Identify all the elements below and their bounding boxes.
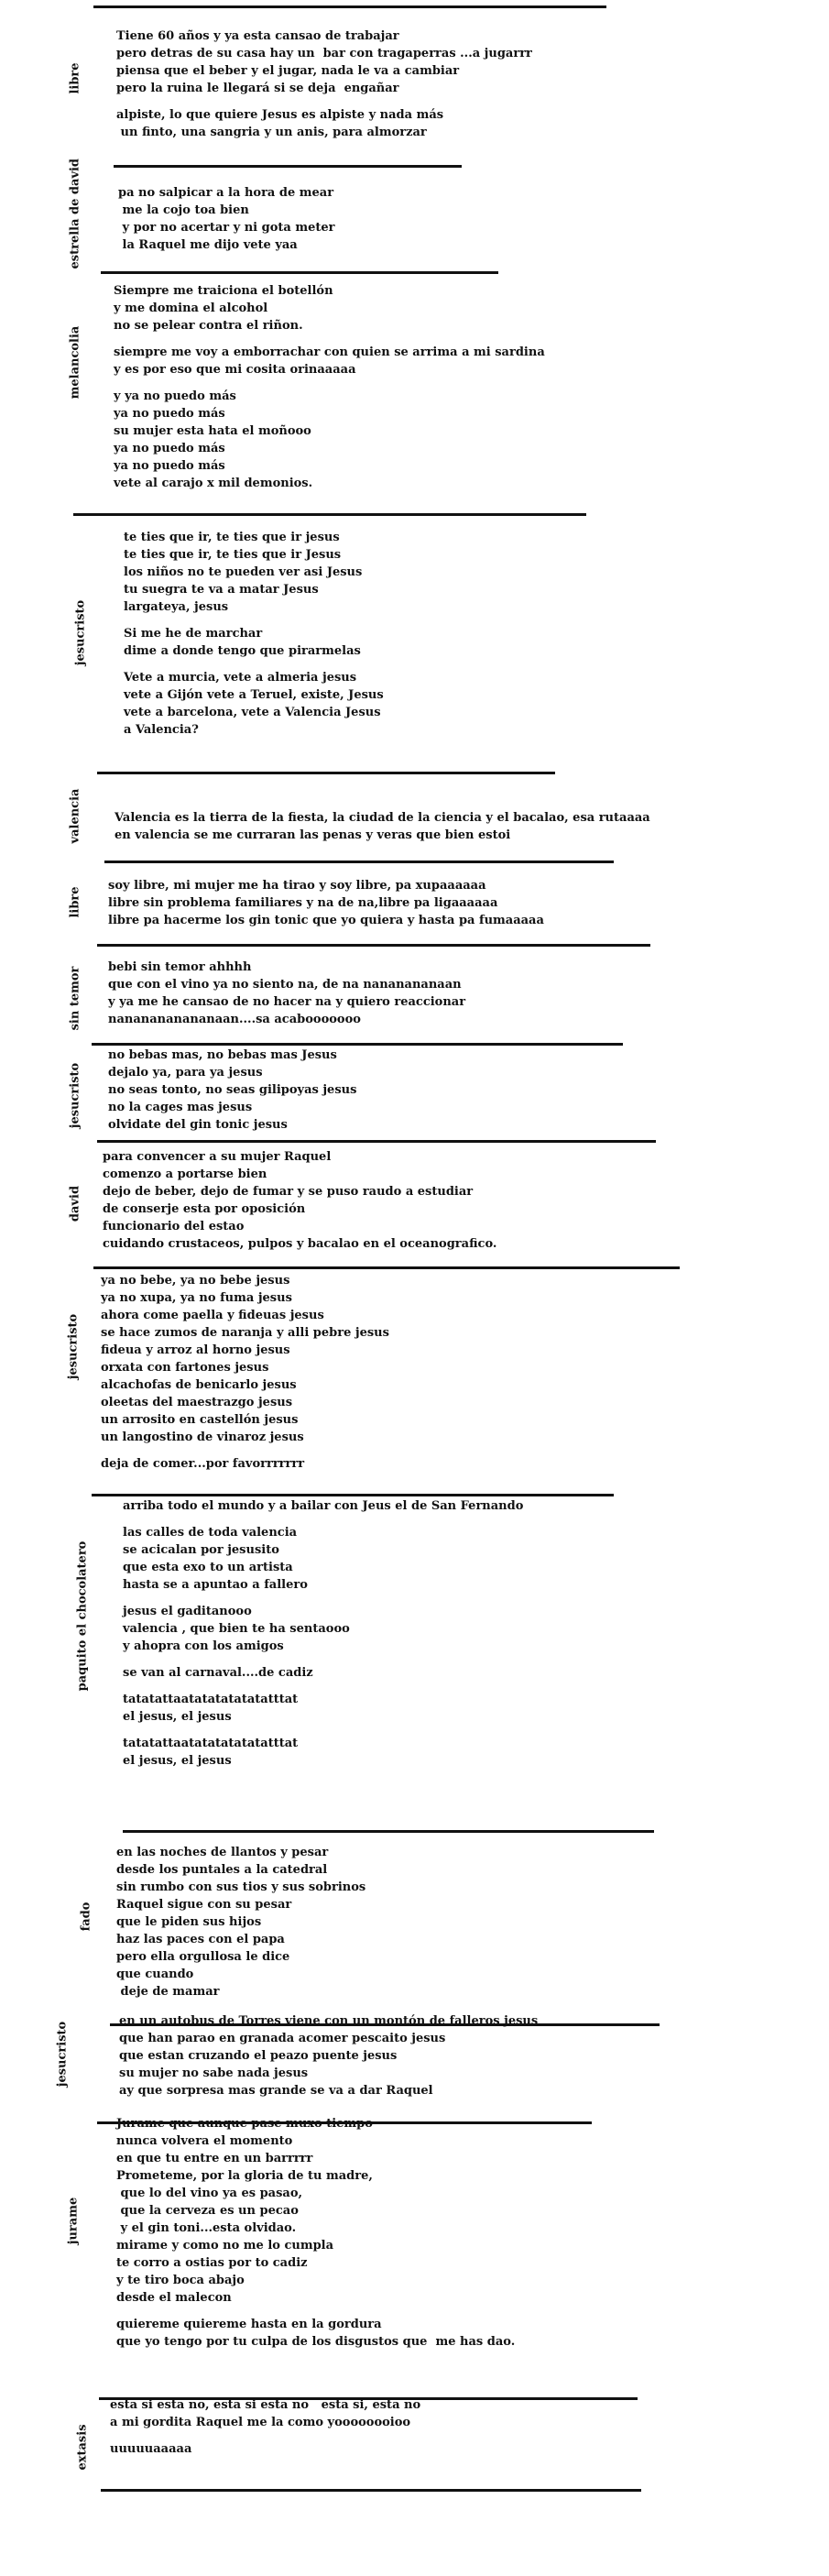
lyric-line: en valencia se me curraran las penas y veras que bien estoi — [115, 828, 511, 842]
lyric-line: nananananananaan....sa acabooooooo — [108, 1013, 361, 1026]
lyrics-block — [116, 1844, 365, 2001]
lyric-line: vete a barcelona, vete a Valencia Jesus — [124, 706, 381, 719]
lyric-line: Prometeme, por la gloria de tu madre, — [116, 2169, 373, 2183]
lyric-line — [114, 378, 545, 388]
lyric-line: tu suegra te va a matar Jesus — [124, 583, 319, 597]
divider — [97, 1140, 656, 1143]
divider — [92, 1043, 623, 1046]
divider — [104, 860, 614, 863]
lyric-line: deja de comer...por favorrrrrrr — [101, 1457, 305, 1471]
lyric-line: tatatattaatatatatatatatttat — [123, 1693, 299, 1706]
divider — [97, 772, 555, 774]
lyric-line: desde los puntales a la catedral — [116, 1863, 328, 1877]
section-label: melancolia — [68, 325, 82, 400]
section-label: valencia — [68, 788, 82, 844]
lyric-line: y el gin toni...esta olvidao. — [116, 2221, 297, 2235]
lyrics-block — [108, 877, 544, 929]
lyric-line: pero ella orgullosa le dice — [116, 1950, 290, 1964]
lyric-line — [116, 97, 532, 106]
lyric-line: te ties que ir, te ties que ir jesus — [124, 531, 340, 544]
lyric-line: dime a donde tengo que pirarmelas — [124, 644, 361, 658]
lyric-line: que lo del vino ya es pasao, — [116, 2187, 303, 2200]
divider — [101, 271, 498, 274]
lyric-line: Jurame que aunque pase muxo tiempo — [116, 2117, 373, 2131]
lyric-line: se van al carnaval....de cadiz — [123, 1666, 313, 1680]
divider — [92, 1494, 614, 1496]
lyric-line: se hace zumos de naranja y alli pebre jesus — [101, 1326, 389, 1340]
lyric-line: ya no xupa, ya no fuma jesus — [101, 1291, 292, 1305]
lyric-line — [123, 1726, 523, 1735]
section-label: paquito el chocolatero — [75, 1540, 90, 1692]
lyric-line: a mi gordita Raquel me la como yoooooooioo — [110, 2416, 411, 2429]
lyric-line: deje de mamar — [116, 1985, 220, 1999]
lyrics-block — [110, 2396, 420, 2458]
lyrics-block — [108, 959, 465, 1028]
section-label: jesucristo — [55, 2021, 70, 2088]
lyric-line: la Raquel me dijo vete yaa — [118, 238, 298, 252]
lyrics-block — [116, 27, 532, 141]
lyric-line: esta si esta no, esta si esta no esta si, esta no — [110, 2398, 421, 2412]
lyric-line: a Valencia? — [124, 723, 199, 737]
lyric-line: largateya, jesus — [124, 600, 229, 614]
lyric-line — [110, 2431, 420, 2440]
divider — [93, 5, 606, 8]
lyric-line: Vete a murcia, vete a almeria jesus — [124, 671, 357, 685]
lyric-line: comenzo a portarse bien — [103, 1167, 267, 1181]
lyric-line: que le piden sus hijos — [116, 1915, 262, 1929]
lyric-line: Siempre me traiciona el botellón — [114, 284, 333, 298]
lyric-line: alpiste, lo que quiere Jesus es alpiste y nada más — [116, 108, 444, 122]
lyric-line: el jesus, el jesus — [123, 1754, 232, 1768]
lyric-line: oleetas del maestrazgo jesus — [101, 1396, 293, 1409]
section-label: fado — [79, 1902, 93, 1932]
lyric-line: fideua y arroz al horno jesus — [101, 1343, 290, 1357]
lyric-line: y por no acertar y ni gota meter — [118, 221, 335, 235]
lyric-line: jesus el gaditanooo — [123, 1605, 252, 1618]
lyric-line: que yo tengo por tu culpa de los disgustos que me has dao. — [116, 2335, 516, 2349]
lyrics-block — [124, 529, 384, 739]
lyric-line: para convencer a su mujer Raquel — [103, 1150, 332, 1164]
lyric-line: nunca volvera el momento — [116, 2134, 293, 2148]
lyric-line: no la cages mas jesus — [108, 1101, 253, 1114]
lyric-line: olvidate del gin tonic jesus — [108, 1118, 288, 1132]
lyrics-block — [108, 1047, 356, 1134]
lyric-line: en que tu entre en un barrrrr — [116, 2152, 313, 2165]
lyric-line: no seas tonto, no seas gilipoyas jesus — [108, 1083, 357, 1097]
section-label: david — [68, 1185, 82, 1222]
lyric-line: de conserje esta por oposición — [103, 1202, 306, 1216]
lyric-line: en las noches de llantos y pesar — [116, 1846, 329, 1859]
lyric-line: y me domina el alcohol — [114, 301, 268, 315]
lyric-line: ya no puedo más — [114, 459, 225, 473]
lyric-line — [124, 616, 384, 625]
lyric-line: dejo de beber, dejo de fumar y se puso raudo a estudiar — [103, 1185, 474, 1199]
lyric-line: un finto, una sangria y un anis, para almorzar — [116, 126, 427, 139]
lyric-line: te corro a ostias por to cadiz — [116, 2256, 308, 2270]
lyric-line: ya no bebe, ya no bebe jesus — [101, 1274, 290, 1288]
lyric-line: y ahopra con los amigos — [123, 1639, 284, 1653]
lyric-line: que esta exo to un artista — [123, 1561, 293, 1574]
lyric-line: bebi sin temor ahhhh — [108, 960, 252, 974]
lyric-line: que estan cruzando el peazo puente jesus — [119, 2049, 398, 2063]
lyric-line: valencia , que bien te ha sentaooo — [123, 1622, 350, 1636]
lyric-line: desde el malecon — [116, 2291, 232, 2305]
lyric-line: Raquel sigue con su pesar — [116, 1898, 292, 1912]
lyric-line: no se pelear contra el riñon. — [114, 319, 303, 333]
section-label: jesucristo — [66, 1313, 81, 1380]
lyric-line: arriba todo el mundo y a bailar con Jeus el de San Fernando — [123, 1499, 524, 1513]
section-label: jesucristo — [68, 1062, 82, 1129]
section-label: extasis — [75, 2424, 90, 2471]
lyric-line: Si me he de marchar — [124, 627, 263, 641]
lyrics-block — [119, 2012, 538, 2099]
lyric-line: funcionario del estao — [103, 1220, 245, 1233]
lyric-line: orxata con fartones jesus — [101, 1361, 269, 1375]
lyric-line: vete a Gijón vete a Teruel, existe, Jesus — [124, 688, 384, 702]
lyric-line: que han parao en granada acomer pescaito jesus — [119, 2032, 446, 2045]
section-label: sin temor — [68, 966, 82, 1031]
lyric-line: haz las paces con el papa — [116, 1933, 285, 1946]
lyric-line: y ya me he cansao de no hacer na y quiero reaccionar — [108, 995, 466, 1009]
lyric-line — [101, 1446, 389, 1455]
lyric-line: vete al carajo x mil demonios. — [114, 477, 313, 490]
lyric-line: que cuando — [116, 1968, 194, 1981]
lyrics-block — [115, 809, 650, 844]
lyric-line: y ya no puedo más — [114, 389, 236, 403]
lyric-line: libre pa hacerme los gin tonic que yo quiera y hasta pa fumaaaaa — [108, 914, 544, 927]
lyric-line: pero detras de su casa hay un bar con tragaperras ...a jugarrr — [116, 47, 532, 60]
divider — [123, 1830, 654, 1833]
divider — [114, 165, 462, 168]
lyric-line: mirame y como no me lo cumpla — [116, 2239, 334, 2253]
lyric-line — [123, 1682, 523, 1691]
divider — [101, 2489, 641, 2492]
section-label: libre — [68, 886, 82, 918]
lyric-line: uuuuuaaaaa — [110, 2442, 192, 2456]
section-label: jurame — [66, 2197, 81, 2245]
lyric-line: ya no puedo más — [114, 442, 225, 455]
lyric-line: piensa que el beber y el jugar, nada le va a cambiar — [116, 64, 460, 78]
lyric-line: ya no puedo más — [114, 407, 225, 421]
section-label: estrella de david — [68, 158, 82, 269]
lyric-line: sin rumbo con sus tios y sus sobrinos — [116, 1880, 366, 1894]
lyric-line: alcachofas de benicarlo jesus — [101, 1378, 297, 1392]
lyric-line: pa no salpicar a la hora de mear — [118, 186, 334, 200]
section-label: libre — [68, 62, 82, 94]
lyric-line: su mujer esta hata el moñooo — [114, 424, 311, 438]
lyrics-block — [101, 1272, 389, 1473]
lyrics-block — [118, 184, 335, 254]
lyrics-block — [123, 1497, 523, 1770]
lyric-line: dejalo ya, para ya jesus — [108, 1066, 263, 1080]
lyric-line: su mujer no sabe nada jesus — [119, 2066, 309, 2080]
lyric-line: un arrosito en castellón jesus — [101, 1413, 299, 1427]
lyric-line — [124, 660, 384, 669]
lyric-line: Tiene 60 años y ya esta cansao de trabajar — [116, 29, 399, 43]
lyric-line: que con el vino ya no siento na, de na nananananaan — [108, 978, 462, 992]
lyric-line: y te tiro boca abajo — [116, 2274, 245, 2287]
lyric-line: Valencia es la tierra de la fiesta, la ciudad de la ciencia y el bacalao, esa rutaaaa — [115, 811, 650, 825]
lyric-line: que la cerveza es un pecao — [116, 2204, 299, 2218]
lyric-line — [123, 1594, 523, 1603]
lyrics-block — [114, 282, 545, 492]
lyric-line: las calles de toda valencia — [123, 1526, 298, 1540]
lyric-line: cuidando crustaceos, pulpos y bacalao en el oceanografico. — [103, 1237, 497, 1251]
lyric-line: hasta se a apuntao a fallero — [123, 1578, 308, 1592]
lyric-line: me la cojo toa bien — [118, 203, 249, 217]
lyric-line — [123, 1655, 523, 1664]
section-label: jesucristo — [73, 599, 88, 666]
lyric-line: no bebas mas, no bebas mas Jesus — [108, 1048, 337, 1062]
divider — [93, 1266, 680, 1269]
lyric-line: los niños no te pueden ver asi Jesus — [124, 565, 363, 579]
lyric-line: se acicalan por jesusito — [123, 1543, 279, 1557]
divider — [73, 513, 586, 516]
lyrics-block — [116, 2115, 515, 2351]
lyric-line: un langostino de vinaroz jesus — [101, 1431, 304, 1444]
lyric-line: y es por eso que mi cosita orinaaaaa — [114, 363, 356, 377]
divider — [97, 944, 650, 947]
lyric-line: tatatattaatatatatatatatttat — [123, 1737, 299, 1750]
lyrics-block — [103, 1148, 496, 1253]
lyric-line: te ties que ir, te ties que ir Jesus — [124, 548, 342, 562]
lyric-line: siempre me voy a emborrachar con quien se arrima a mi sardina — [114, 345, 545, 359]
lyric-line: soy libre, mi mujer me ha tirao y soy libre, pa xupaaaaaa — [108, 879, 486, 893]
lyric-line: pero la ruina le llegará si se deja engañar — [116, 82, 399, 95]
lyric-line — [116, 2307, 515, 2316]
lyric-line: ay que sorpresa mas grande se va a dar Raquel — [119, 2084, 433, 2098]
lyric-line: libre sin problema familiares y na de na,libre pa ligaaaaaa — [108, 896, 498, 910]
lyric-line: ahora come paella y fideuas jesus — [101, 1309, 324, 1322]
lyric-line: el jesus, el jesus — [123, 1710, 232, 1724]
lyric-line — [123, 1515, 523, 1524]
lyric-line: quiereme quiereme hasta en la gordura — [116, 2318, 382, 2331]
lyric-line — [114, 334, 545, 344]
lyric-line: en un autobus de Torres viene con un montón de falleros jesus — [119, 2014, 539, 2028]
